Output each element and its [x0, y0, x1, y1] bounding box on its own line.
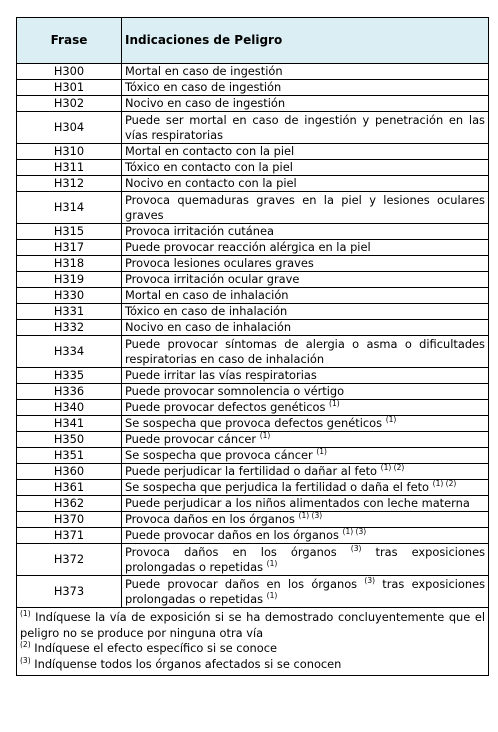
statement-text: Mortal en caso de ingestión — [125, 64, 283, 78]
table-row — [17, 160, 489, 176]
hazard-statement — [122, 304, 489, 320]
footnote-mark: (3) — [350, 543, 362, 553]
hazard-code: H310 — [17, 144, 122, 160]
hazard-statement — [122, 496, 489, 512]
hazard-code: H362 — [17, 496, 122, 512]
table-row — [17, 112, 489, 144]
hazard-statement — [122, 368, 489, 384]
hazard-statement — [122, 176, 489, 192]
note-1-text: Indíquese la vía de exposición si se ha demostrado concluyentemente que el peligro no se produce por ninguna otra vía — [20, 610, 485, 640]
statement-text: Puede perjudicar la fertilidad o dañar al feto — [125, 464, 378, 478]
hazard-code: H304 — [17, 112, 122, 144]
table-row — [17, 368, 489, 384]
statement-text: Puede irritar las vías respiratorias — [125, 368, 317, 382]
table-row — [17, 240, 489, 256]
hazard-statement — [122, 320, 489, 336]
notes-row — [17, 608, 489, 676]
table-header-row — [17, 18, 489, 64]
statement-text: Puede provocar síntomas de alergia o asma o dificultades respiratorias en caso de inhalación — [125, 336, 485, 366]
statement-text: Provoca daños en los órganos — [125, 512, 295, 526]
footnote-mark: (1) (2) — [380, 463, 405, 473]
statement-text-continued: tras exposiciones prolongadas o repetidas — [125, 544, 486, 574]
table-row — [17, 432, 489, 448]
table-body — [17, 64, 489, 608]
hazard-code: H335 — [17, 368, 122, 384]
statement-text: Puede ser mortal en caso de ingestión y penetración en las vías respiratorias — [125, 112, 485, 142]
hazard-statement — [122, 416, 489, 432]
table-row — [17, 464, 489, 480]
table-row — [17, 64, 489, 80]
hazard-code: H301 — [17, 80, 122, 96]
statement-text: Puede provocar daños en los órganos — [125, 528, 339, 542]
note-2-text: Indíquese el efecto específico si se conoce — [34, 641, 277, 655]
hazard-statement — [122, 240, 489, 256]
hazard-statement — [122, 192, 489, 224]
footnote-mark: (1) — [266, 590, 278, 600]
statement-text: Mortal en caso de inhalación — [125, 288, 289, 302]
table-row — [17, 400, 489, 416]
statement-text-continued: tras exposiciones prolongadas o repetidas — [125, 576, 486, 606]
hazard-statement — [122, 528, 489, 544]
note-3 — [20, 657, 485, 673]
hazard-statement — [122, 272, 489, 288]
table-row — [17, 528, 489, 544]
statement-text: Provoca irritación cutánea — [125, 224, 274, 238]
statement-text: Tóxico en caso de inhalación — [125, 304, 288, 318]
table-row — [17, 288, 489, 304]
statement-text: Puede provocar cáncer — [125, 432, 257, 446]
hazard-statement — [122, 576, 489, 608]
hazard-statement — [122, 336, 489, 368]
hazard-code: H314 — [17, 192, 122, 224]
hazard-statement — [122, 144, 489, 160]
statement-text: Nocivo en contacto con la piel — [125, 176, 297, 190]
statement-text: Se sospecha que perjudica la fertilidad o daña el feto — [125, 480, 430, 494]
statement-text: Provoca lesiones oculares graves — [125, 256, 314, 270]
statement-text: Nocivo en caso de inhalación — [125, 320, 292, 334]
statement-text: Se sospecha que provoca defectos genéticos — [125, 416, 383, 430]
hazard-code: H340 — [17, 400, 122, 416]
hazard-code: H302 — [17, 96, 122, 112]
footnote-mark: (1) — [385, 415, 397, 425]
note-2 — [20, 641, 485, 657]
header-frase: Frase — [17, 18, 122, 64]
table-row — [17, 192, 489, 224]
hazard-code: H361 — [17, 480, 122, 496]
statement-text: Tóxico en caso de ingestión — [125, 80, 282, 94]
statement-text: Nocivo en caso de ingestión — [125, 96, 286, 110]
header-indicaciones: Indicaciones de Peligro — [122, 18, 489, 64]
hazard-statement — [122, 80, 489, 96]
hazard-statement — [122, 256, 489, 272]
table-row — [17, 96, 489, 112]
hazard-statement — [122, 96, 489, 112]
hazard-code: H371 — [17, 528, 122, 544]
hazard-code: H336 — [17, 384, 122, 400]
table-row — [17, 336, 489, 368]
table-row — [17, 304, 489, 320]
table-row — [17, 480, 489, 496]
footnote-mark: (1) (2) — [432, 479, 457, 489]
footnote-mark: (1) (3) — [342, 527, 367, 537]
hazard-statement — [122, 400, 489, 416]
note-2-mark: (2) — [20, 640, 31, 650]
statement-text: Puede provocar defectos genéticos — [125, 400, 326, 414]
statement-text: Puede provocar daños en los órganos — [125, 576, 358, 591]
table-row — [17, 576, 489, 608]
footnote-mark: (1) (3) — [298, 511, 323, 521]
footnote-mark: (3) — [364, 575, 376, 585]
hazard-table — [16, 17, 489, 676]
statement-text: Puede provocar somnolencia o vértigo — [125, 384, 345, 398]
hazard-code: H318 — [17, 256, 122, 272]
hazard-code: H311 — [17, 160, 122, 176]
table-row — [17, 224, 489, 240]
hazard-statement — [122, 384, 489, 400]
hazard-code: H331 — [17, 304, 122, 320]
hazard-statement — [122, 160, 489, 176]
hazard-code: H372 — [17, 544, 122, 576]
statement-text: Mortal en contacto con la piel — [125, 144, 295, 158]
hazard-statement — [122, 544, 489, 576]
hazard-statement — [122, 480, 489, 496]
footnote-mark: (1) — [329, 399, 340, 409]
hazard-statement — [122, 464, 489, 480]
hazard-code: H351 — [17, 448, 122, 464]
hazard-statement — [122, 432, 489, 448]
table-row — [17, 256, 489, 272]
statement-text: Puede provocar reacción alérgica en la piel — [125, 240, 371, 254]
table-row — [17, 416, 489, 432]
hazard-statement — [122, 448, 489, 464]
hazard-code: H300 — [17, 64, 122, 80]
note-3-text: Indíquense todos los órganos afectados si se conocen — [34, 656, 342, 671]
table-row — [17, 496, 489, 512]
hazard-statement — [122, 64, 489, 80]
hazard-statement — [122, 224, 489, 240]
hazard-code: H334 — [17, 336, 122, 368]
statement-text: Provoca quemaduras graves en la piel y lesiones oculares graves — [125, 192, 485, 222]
hazard-statement — [122, 512, 489, 528]
table-row — [17, 80, 489, 96]
table-row — [17, 384, 489, 400]
hazard-code: H315 — [17, 224, 122, 240]
table-row — [17, 144, 489, 160]
statement-text: Tóxico en contacto con la piel — [125, 160, 293, 174]
table-row — [17, 272, 489, 288]
hazard-code: H373 — [17, 576, 122, 608]
hazard-code: H370 — [17, 512, 122, 528]
hazard-code: H319 — [17, 272, 122, 288]
statement-text: Provoca irritación ocular grave — [125, 272, 300, 286]
hazard-code: H341 — [17, 416, 122, 432]
footnote-mark: (1) — [266, 558, 278, 568]
table-row — [17, 544, 489, 576]
statement-text: Se sospecha que provoca cáncer — [125, 448, 313, 462]
hazard-code: H350 — [17, 432, 122, 448]
note-1-mark: (1) — [20, 609, 31, 619]
footnote-mark: (1) — [259, 431, 271, 441]
hazard-statements-document — [16, 17, 488, 676]
hazard-code: H317 — [17, 240, 122, 256]
hazard-statement — [122, 288, 489, 304]
hazard-code: H360 — [17, 464, 122, 480]
table-row — [17, 448, 489, 464]
table-row — [17, 320, 489, 336]
hazard-code: H330 — [17, 288, 122, 304]
hazard-code: H332 — [17, 320, 122, 336]
table-row — [17, 512, 489, 528]
table-row — [17, 176, 489, 192]
notes-cell — [17, 608, 489, 676]
statement-text: Puede perjudicar a los niños alimentados con leche materna — [125, 496, 470, 510]
note-1 — [20, 610, 485, 641]
hazard-code: H312 — [17, 176, 122, 192]
statement-text: Provoca daños en los órganos — [125, 544, 337, 559]
note-3-mark: (3) — [20, 655, 31, 665]
footnote-mark: (1) — [316, 447, 327, 457]
hazard-statement — [122, 112, 489, 144]
